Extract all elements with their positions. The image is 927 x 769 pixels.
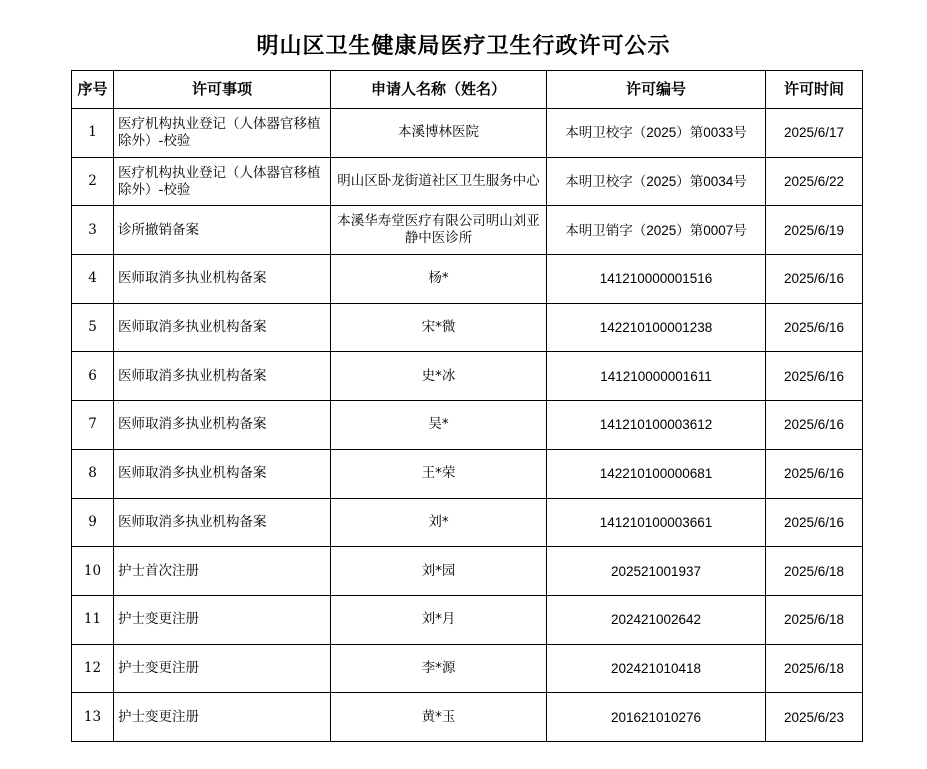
cell-item: 护士变更注册 — [114, 693, 331, 742]
cell-applicant: 李*源 — [331, 644, 547, 693]
page-title: 明山区卫生健康局医疗卫生行政许可公示 — [256, 33, 671, 59]
header-applicant: 申请人名称（姓名） — [331, 71, 547, 109]
cell-applicant: 本溪华寿堂医疗有限公司明山刘亚静中医诊所 — [331, 206, 547, 255]
cell-permit-no: 202421002642 — [547, 595, 766, 644]
cell-permit-no: 本明卫校字（2025）第0033号 — [547, 109, 766, 158]
cell-no: 10 — [72, 547, 114, 596]
cell-item: 护士变更注册 — [114, 644, 331, 693]
cell-date: 2025/6/16 — [766, 449, 863, 498]
table-row — [72, 449, 863, 498]
cell-item: 护士首次注册 — [114, 547, 331, 596]
cell-item: 医师取消多执业机构备案 — [114, 449, 331, 498]
table-row — [72, 547, 863, 596]
cell-applicant: 宋*微 — [331, 303, 547, 352]
cell-permit-no: 141210000001516 — [547, 255, 766, 304]
cell-date: 2025/6/22 — [766, 157, 863, 206]
cell-permit-no: 142210100001238 — [547, 303, 766, 352]
header-permit-no: 许可编号 — [547, 71, 766, 109]
table-row — [72, 693, 863, 742]
cell-item: 医疗机构执业登记（人体器官移植除外）-校验 — [114, 157, 331, 206]
cell-applicant: 刘*月 — [331, 595, 547, 644]
cell-date: 2025/6/16 — [766, 498, 863, 547]
cell-item: 医师取消多执业机构备案 — [114, 255, 331, 304]
cell-item: 医师取消多执业机构备案 — [114, 401, 331, 450]
cell-date: 2025/6/16 — [766, 352, 863, 401]
cell-item: 护士变更注册 — [114, 595, 331, 644]
table-row — [72, 401, 863, 450]
cell-date: 2025/6/19 — [766, 206, 863, 255]
table-row — [72, 255, 863, 304]
cell-date: 2025/6/18 — [766, 644, 863, 693]
cell-permit-no: 本明卫销字（2025）第0007号 — [547, 206, 766, 255]
cell-item: 医师取消多执业机构备案 — [114, 498, 331, 547]
table-body — [72, 109, 863, 742]
cell-applicant: 黄*玉 — [331, 693, 547, 742]
cell-item: 医疗机构执业登记（人体器官移植除外）-校验 — [114, 109, 331, 158]
cell-applicant: 本溪博林医院 — [331, 109, 547, 158]
cell-applicant: 刘*园 — [331, 547, 547, 596]
table-row — [72, 303, 863, 352]
cell-item: 医师取消多执业机构备案 — [114, 303, 331, 352]
cell-date: 2025/6/16 — [766, 303, 863, 352]
cell-item: 诊所撤销备案 — [114, 206, 331, 255]
cell-no: 7 — [72, 401, 114, 450]
cell-permit-no: 141210100003661 — [547, 498, 766, 547]
cell-no: 1 — [72, 109, 114, 158]
header-item: 许可事项 — [114, 71, 331, 109]
cell-applicant: 明山区卧龙街道社区卫生服务中心 — [331, 157, 547, 206]
cell-applicant: 吴* — [331, 401, 547, 450]
table-row — [72, 157, 863, 206]
cell-permit-no: 本明卫校字（2025）第0034号 — [547, 157, 766, 206]
header-no: 序号 — [72, 71, 114, 109]
cell-permit-no: 142210100000681 — [547, 449, 766, 498]
cell-permit-no: 201621010276 — [547, 693, 766, 742]
cell-applicant: 刘* — [331, 498, 547, 547]
table-row — [72, 595, 863, 644]
cell-applicant: 杨* — [331, 255, 547, 304]
cell-date: 2025/6/16 — [766, 255, 863, 304]
permit-table — [71, 70, 863, 742]
cell-permit-no: 202521001937 — [547, 547, 766, 596]
table-row — [72, 352, 863, 401]
table-row — [72, 109, 863, 158]
cell-no: 4 — [72, 255, 114, 304]
table-header-row — [72, 71, 863, 109]
cell-no: 12 — [72, 644, 114, 693]
cell-date: 2025/6/18 — [766, 595, 863, 644]
cell-applicant: 王*荣 — [331, 449, 547, 498]
cell-applicant: 史*冰 — [331, 352, 547, 401]
table-row — [72, 206, 863, 255]
table-row — [72, 644, 863, 693]
cell-date: 2025/6/17 — [766, 109, 863, 158]
header-date: 许可时间 — [766, 71, 863, 109]
cell-date: 2025/6/16 — [766, 401, 863, 450]
table-row — [72, 498, 863, 547]
cell-no: 8 — [72, 449, 114, 498]
cell-no: 11 — [72, 595, 114, 644]
cell-date: 2025/6/18 — [766, 547, 863, 596]
cell-no: 6 — [72, 352, 114, 401]
cell-permit-no: 141210000001611 — [547, 352, 766, 401]
cell-no: 2 — [72, 157, 114, 206]
cell-no: 9 — [72, 498, 114, 547]
cell-date: 2025/6/23 — [766, 693, 863, 742]
cell-no: 13 — [72, 693, 114, 742]
cell-no: 3 — [72, 206, 114, 255]
cell-permit-no: 141210100003612 — [547, 401, 766, 450]
cell-permit-no: 202421010418 — [547, 644, 766, 693]
cell-no: 5 — [72, 303, 114, 352]
cell-item: 医师取消多执业机构备案 — [114, 352, 331, 401]
